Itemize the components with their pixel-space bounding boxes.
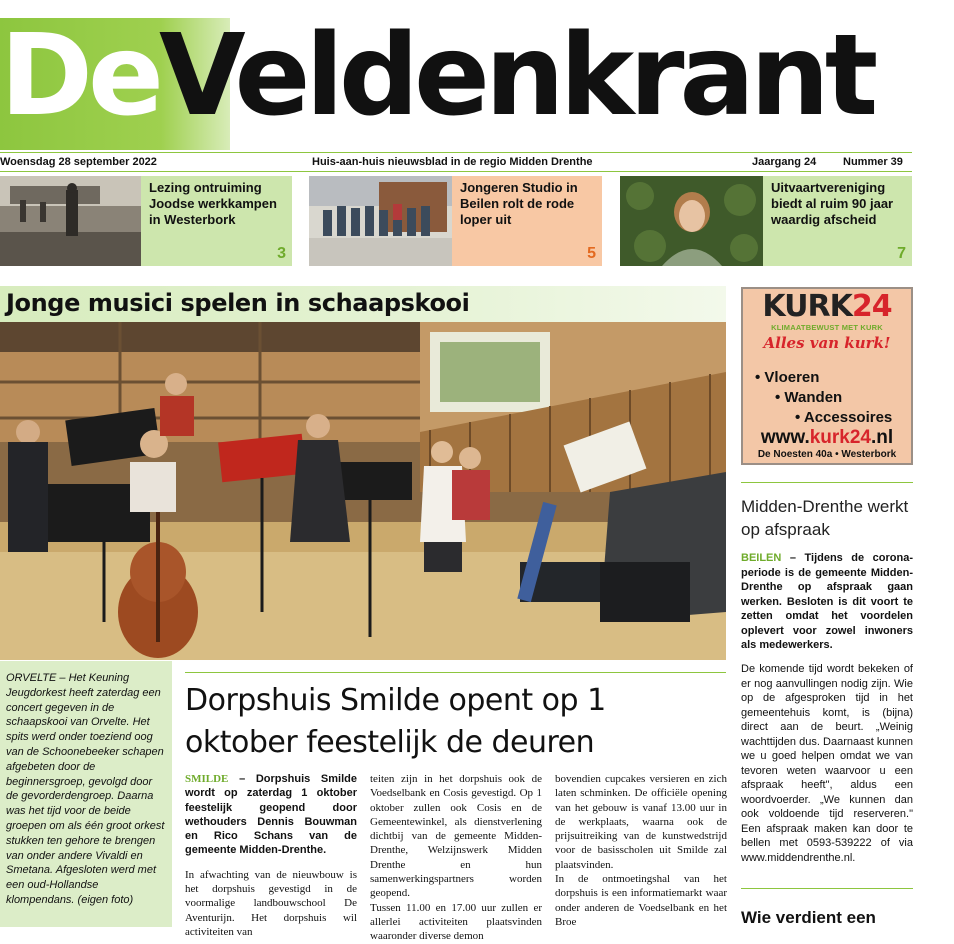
right-article-lead — [741, 551, 913, 653]
title-veldenkrant: Veldenkrant — [158, 11, 874, 141]
article-column-3 — [555, 772, 727, 929]
ad-item-vloeren: • Vloeren — [755, 369, 820, 386]
teaser-title: Lezing ontruiming Joodse werkkampen in Westerbork — [149, 180, 277, 227]
teaser-jongeren-studio[interactable] — [309, 176, 602, 266]
issue-info-bar — [0, 152, 912, 172]
ad-tagline: KLIMAATBEWUST MET KURK — [771, 323, 883, 332]
article-column-2 — [370, 772, 542, 944]
right-article-lead-text: – Tijdens de corona-periode is de gemeente Midden-Drenthe op afspraak gaan werken. Besloten is dit voort te zetten omdat het voordelen oplevert voor zowel inwoners als medewerkers. — [741, 552, 913, 651]
teaser-box — [763, 176, 912, 266]
ad-url[interactable] — [743, 427, 911, 449]
issue-volume: Jaargang 24 — [752, 156, 817, 168]
column-divider — [741, 888, 913, 889]
ad-url-tld: .nl — [871, 427, 894, 448]
ad-url-prefix: www. — [760, 427, 810, 448]
teaser-page-number: 5 — [587, 245, 596, 262]
ad-brand — [743, 289, 911, 325]
right-article-body: De komende tijd wordt bekeken of er nog aanvullingen nodig zijn. Wie op de afgesproken tijd in het gemeentehuis komt, is (bijna) direct aan de beurt. „Weinig wachttijden dus. Daarnaast kunnen we u goed helpen omdat we van tevoren weten waarvoor u een afspraak heeft", aldus een woordvoerder. „We kunnen dan ook voldoende tijd reserveren." Een afspraak maken kan door te bellen met 0593-539222 of via www.middendrenthe.nl. — [741, 663, 913, 864]
column-divider — [741, 482, 913, 483]
article-column-1 — [185, 772, 357, 939]
article-paragraph: bovendien cupcakes versieren en zich laten schminken. De officiële opening van het gebouw is vanaf 13.00 uur in de werkplaats, waarna ook de prijsuitreiking van de kunstwedstrijd voor de basisscholen uit Smilde zal plaatsvinden. — [555, 773, 727, 871]
teaser-uitvaartvereniging[interactable] — [620, 176, 912, 266]
title-de: De — [0, 11, 159, 141]
ad-item-accessoires: • Accessoires — [795, 409, 893, 426]
ad-slogan: Alles van kurk! — [763, 334, 891, 352]
teaser-page-number: 7 — [897, 245, 906, 262]
photo-caption: ORVELTE – Het Keuning Jeugdorkest heeft zaterdag een concert gegeven in de schaapskooi van Orvelte. Het spits werd onder toeziend oog van de Schoonebeeker schapen afgebeten door de beginnersgroep, gevolgd door de gevorderdengroep. Daarna was het tijd voor de beide groepen om als één groot orkest stukken ten gehore te brengen van onder andere Vivaldi en Smetana. Afgesloten werd met een oud-Hollandse klompendans. (eigen foto) — [0, 661, 172, 927]
ad-url-domain: kurk24 — [809, 427, 872, 448]
teaser-photo-soldiers — [0, 176, 141, 266]
teaser-box — [452, 176, 602, 266]
kurk24-advertisement[interactable] — [741, 287, 913, 465]
ad-brand-kurk: KURK — [762, 289, 852, 324]
article-paragraph: In afwachting van de nieuwbouw is het dorpshuis gevestigd in de voormalige landbouwschool De Aventurijn. Het dorpshuis wil activiteiten van — [185, 868, 357, 938]
main-headline-bar — [0, 286, 726, 322]
article-divider — [185, 672, 726, 673]
teaser-photo-group — [309, 176, 452, 266]
teaser-box — [141, 176, 292, 266]
article-paragraph: Tussen 11.00 en 17.00 uur zullen er allerlei activiteiten plaatsvinden waaronder diverse demon — [370, 901, 542, 943]
article-paragraph: In de ontmoetingshal van het dorpshuis is een informatiemarkt waar onder anderen de Voedselbank en het Broe — [555, 873, 727, 928]
masthead — [0, 0, 954, 150]
newspaper-title — [0, 6, 873, 146]
article-paragraph: teiten zijn in het dorpshuis ook de Voedselbank en Cosis gevestigd. Op 1 oktober zullen ook Cosis en de Gemeentewinkel, als dienstverlening dichtbij van de gemeente Midden-Drenthe, Welzijnswerk Midden Drenthe en hun samenwerkingspartners worden geopend. — [370, 773, 542, 900]
article-dateline: SMILDE — [185, 773, 229, 785]
article-lead: – Dorpshuis Smilde wordt op zaterdag 1 oktober feestelijk geopend door wethouders Dennis Bouwman en Rico Schans van de gemeente Midden-Drenthe. — [185, 773, 357, 857]
article-headline: Dorpshuis Smilde opent op 1 oktober feestelijk de deuren — [185, 683, 606, 760]
ad-item-wanden: • Wanden — [775, 389, 843, 406]
main-photo-orchestra — [0, 322, 726, 660]
issue-date: Woensdag 28 september 2022 — [0, 156, 157, 168]
right-article-headline: Midden-Drenthe werkt op afspraak — [741, 497, 909, 539]
ad-address: De Noesten 40a • Westerbork — [757, 449, 897, 460]
teaser-title: Jongeren Studio in Beilen rolt de rode loper uit — [460, 180, 578, 227]
teaser-photo-portrait — [620, 176, 763, 266]
teaser-title: Uitvaartvereniging biedt al ruim 90 jaar waardig afscheid — [771, 180, 894, 227]
issue-number: Nummer 39 — [843, 156, 903, 168]
teaser-page-number: 3 — [277, 245, 286, 262]
teaser-westerbork[interactable] — [0, 176, 292, 266]
main-headline: Jonge musici spelen in schaapskooi — [6, 289, 470, 317]
next-article-headline: Wie verdient een — [741, 908, 876, 927]
ad-brand-24: 24 — [851, 289, 892, 324]
right-article-dateline: BEILEN — [741, 552, 782, 564]
issue-tagline: Huis-aan-huis nieuwsblad in de regio Midden Drenthe — [312, 156, 593, 168]
